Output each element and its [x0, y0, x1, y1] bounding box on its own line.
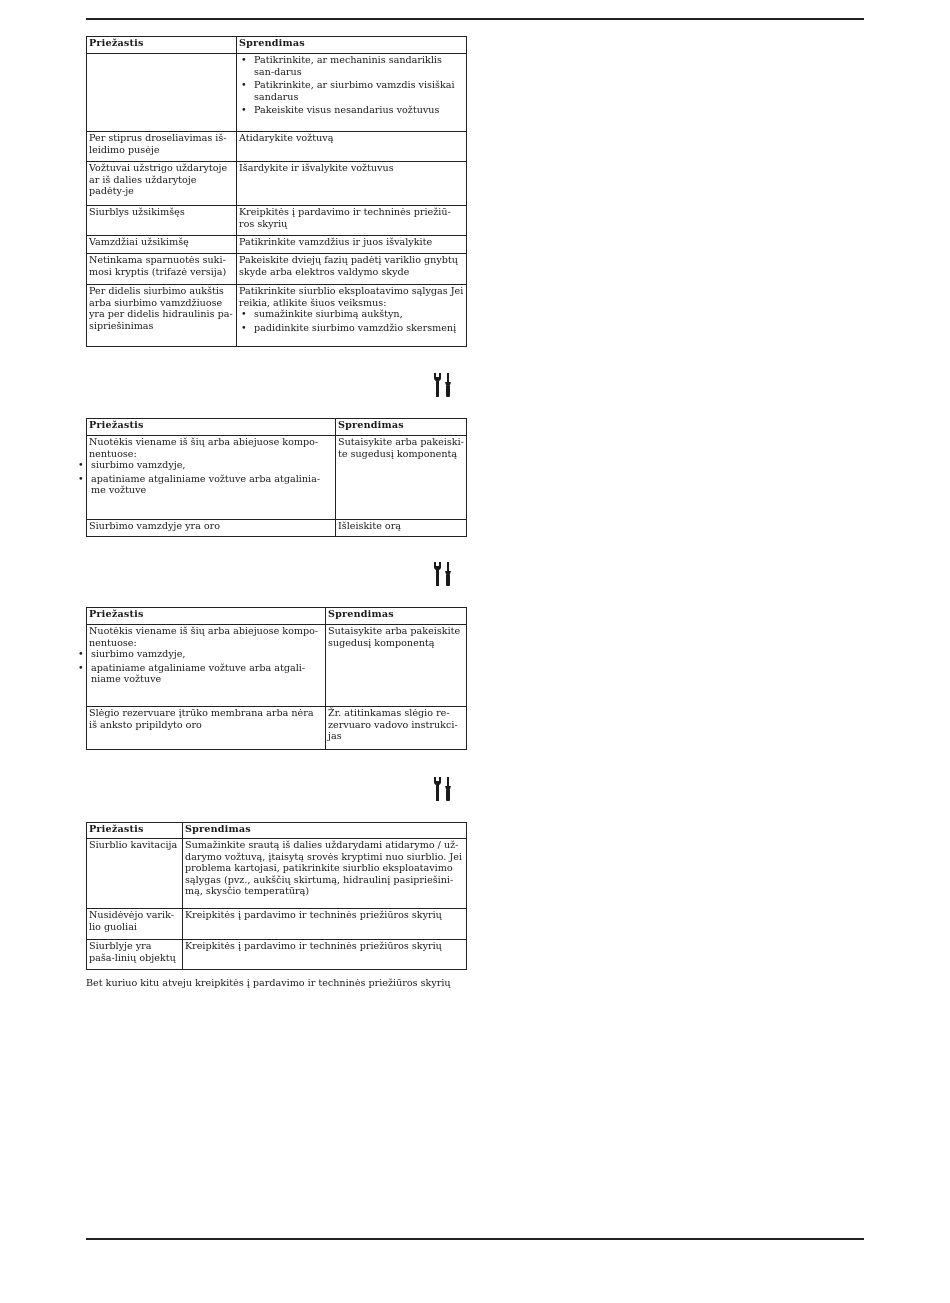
header-solution: Sprendimas — [183, 823, 467, 839]
table-row — [87, 54, 467, 132]
cause-text: Nuotėkis viename iš šių arba abiejuose kompo-nentuose: — [89, 437, 319, 460]
footer-note: Bet kuriuo kitu atveju kreipkitės į pardavimo ir techninės priežiūros skyrių — [86, 978, 451, 989]
table-row — [87, 132, 467, 162]
solution-cell: Sutaisykite arba pakeiski-te sugedusį komponentą — [336, 436, 467, 520]
list-item: • Patikrinkite, ar mechaninis sandariklis san-darus — [241, 55, 442, 78]
solution-cell: Sutaisykite arba pakeiskite sugedusį komponentą — [326, 625, 467, 707]
cause-cell: Per stiprus droseliavimas iš-leidimo pusėje — [87, 132, 237, 162]
table-row — [87, 162, 467, 206]
table-row — [87, 285, 467, 347]
cause-cell: Siurbimo vamzdyje yra oro — [87, 520, 336, 537]
cause-cell: Siurblio kavitacija — [87, 839, 183, 909]
solution-cell — [237, 54, 467, 132]
top-rule — [86, 18, 864, 20]
troubleshooting-table-4 — [86, 822, 467, 970]
table-row — [87, 520, 467, 537]
list-item: • siurbimo vamzdyje, — [78, 460, 186, 471]
solution-cell: Sumažinkite srautą iš dalies uždarydami atidarymo / už-darymo vožtuvą, įtaisytą srovės kryptimi nuo siurblio. Jei problema kartojasi, patikrinkite siurblio eksploatavimo sąlygas (pvz., aukščių skirtumą, hidraulinį pasipriešini-mą, skysčio temperatūrą) — [183, 839, 467, 909]
cause-cell: Per didelis siurbimo aukštis arba siurbimo vamzdžiuose yra per didelis hidraulinis pa-sipriešinimas — [87, 285, 237, 347]
table-row — [87, 254, 467, 285]
bottom-rule — [86, 1238, 864, 1240]
solution-cell: Kreipkitės į pardavimo ir techninės priežiū-ros skyrių — [237, 206, 467, 236]
list-item: • Pakeiskite visus nesandarius vožtuvus — [241, 105, 440, 116]
cause-cell: Vožtuvai užstrigo uždarytoje ar iš dalies uždarytoje padėty-je — [87, 162, 237, 206]
header-solution: Sprendimas — [237, 37, 467, 54]
table-row — [87, 940, 467, 970]
cause-text: Nuotėkis viename iš šių arba abiejuose kompo-nentuose: — [89, 626, 319, 649]
tools-icon — [432, 561, 454, 587]
tools-icon — [432, 776, 454, 802]
solution-text: Patikrinkite siurblio eksploatavimo sąlygas Jei reikia, atlikite šiuos veiksmus: — [239, 286, 464, 309]
header-cause: Priežastis — [87, 37, 237, 54]
header-cause: Priežastis — [87, 823, 183, 839]
table-row — [87, 707, 467, 750]
solution-cell: Žr. atitinkamas slėgio re-zervuaro vadovo instrukci-jas — [326, 707, 467, 750]
list-item: • apatiniame atgaliniame vožtuve arba atgali-niame vožtuve — [78, 662, 306, 685]
solution-cell: Patikrinkite vamzdžius ir juos išvalykite — [237, 236, 467, 254]
header-solution: Sprendimas — [336, 419, 467, 436]
cause-cell: Slėgio rezervuare įtrūko membrana arba nėra iš anksto pripildyto oro — [87, 707, 326, 750]
list-item: • padidinkite siurbimo vamzdžio skersmenį — [241, 322, 457, 334]
cause-cell — [78, 625, 326, 707]
cause-cell — [87, 54, 237, 132]
troubleshooting-table-1 — [86, 36, 467, 347]
list-item: • siurbimo vamzdyje, — [78, 649, 186, 660]
table-row — [87, 236, 467, 254]
table-row — [87, 436, 467, 520]
solution-cell: Pakeiskite dviejų fazių padėtį variklio gnybtų skyde arba elektros valdymo skyde — [237, 254, 467, 285]
table-row — [87, 839, 467, 909]
solution-cell: Išardykite ir išvalykite vožtuvus — [237, 162, 467, 206]
solution-cell: Atidarykite vožtuvą — [237, 132, 467, 162]
header-solution: Sprendimas — [326, 608, 467, 625]
table-row — [87, 625, 467, 707]
cause-cell: Siurblys užsikimšęs — [87, 206, 237, 236]
cause-cell: Nusidėvėjo varik-lio guoliai — [87, 909, 183, 940]
cause-cell: Netinkama sparnuotės suki-mosi kryptis (trifazė versija) — [87, 254, 237, 285]
header-cause: Priežastis — [87, 419, 336, 436]
list-item: • apatiniame atgaliniame vožtuve arba atgalinia-me vožtuve — [78, 473, 321, 496]
list-item: • Patikrinkite, ar siurbimo vamzdis visiškai sandarus — [241, 80, 455, 103]
solution-cell: Išleiskite orą — [336, 520, 467, 537]
header-cause: Priežastis — [87, 608, 326, 625]
troubleshooting-table-2 — [78, 418, 467, 537]
troubleshooting-table-3 — [78, 607, 467, 750]
table-row — [87, 206, 467, 236]
cause-cell: Siurblyje yra paša-linių objektų — [87, 940, 183, 970]
table-row — [87, 909, 467, 940]
solution-cell: Kreipkitės į pardavimo ir techninės priežiūros skyrių — [183, 909, 467, 940]
solution-cell — [237, 285, 467, 347]
list-item: • sumažinkite siurbimą aukštyn, — [241, 309, 403, 320]
solution-cell: Kreipkitės į pardavimo ir techninės priežiūros skyrių — [183, 940, 467, 970]
cause-cell — [78, 436, 336, 520]
tools-icon — [432, 372, 454, 398]
cause-cell: Vamzdžiai užsikimšę — [87, 236, 237, 254]
